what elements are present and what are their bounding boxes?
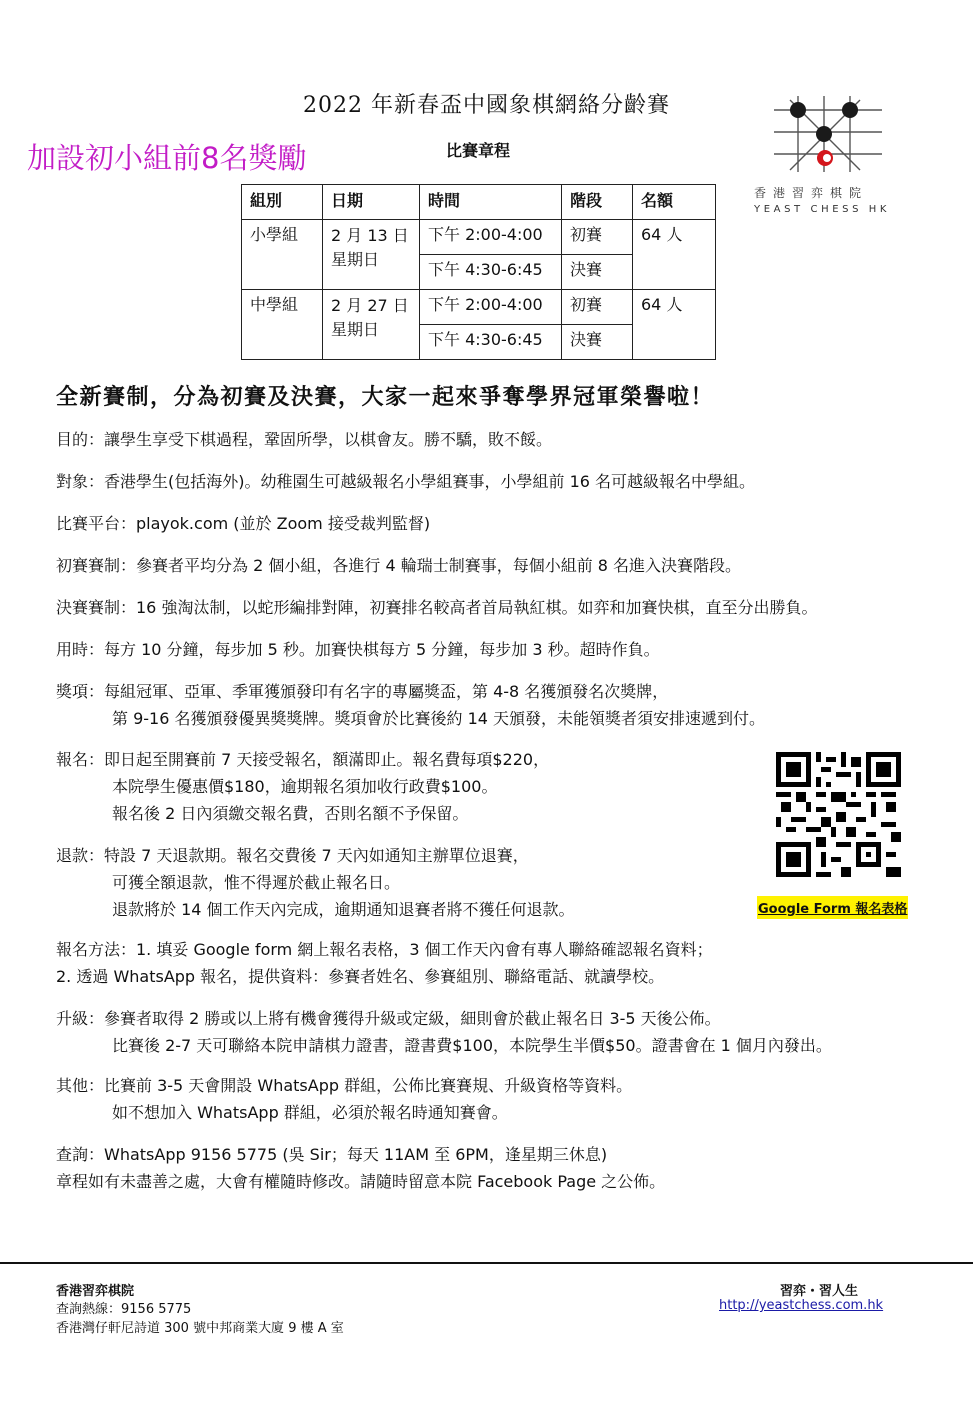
header-stage: 階段 xyxy=(562,185,633,220)
reg-line-2: 本院學生優惠價$180，逾期報名須加收行政費$100。 xyxy=(112,777,498,796)
final-text: 決賽賽制：16 強淘汰制，以蛇形編排對陣，初賽排名較高者首局執紅棋。如弈和加賽快棋，直至分出勝負。 xyxy=(56,598,818,617)
date-cell xyxy=(323,220,420,290)
prelim-text: 初賽賽制：參賽者平均分為 2 個小組，各進行 4 輪瑞士制賽事，每個小組前 8 名進入決賽階段。 xyxy=(56,556,742,575)
footer-slogan: 習弈・習人生 xyxy=(780,1284,859,1299)
schedule-table xyxy=(241,184,716,360)
promo-banner: 加設初小組前8名獎勵 xyxy=(27,141,307,175)
header-date: 日期 xyxy=(323,185,420,220)
footer-phone: 查詢熱線：9156 5775 xyxy=(56,1302,192,1317)
note-line: 章程如有未盡善之處，大會有權隨時修改。請隨時留意本院 Facebook Page 之公佈。 xyxy=(56,1172,666,1191)
date-line: 2 月 27 日 xyxy=(331,296,409,315)
quota-cell: 64 人 xyxy=(633,220,716,290)
google-form-link[interactable]: Google Form 報名表格 xyxy=(757,896,908,919)
date-line: 2 月 13 日 xyxy=(331,226,409,245)
table-header-row xyxy=(242,185,716,220)
logo-text-chinese: 香港習弈棋院 xyxy=(754,186,869,200)
weekday-line: 星期日 xyxy=(331,250,380,269)
document-title: 2022 年新春盃中國象棋網絡分齡賽 xyxy=(303,93,670,118)
stage-cell: 初賽 xyxy=(562,290,633,325)
date-cell xyxy=(323,290,420,360)
enquiry-section xyxy=(56,1141,665,1195)
target-text: 對象：香港學生(包括海外)。幼稚園生可越級報名小學組賽事，小學組前 16 名可越級報名中學組。 xyxy=(56,472,756,491)
document-subtitle: 比賽章程 xyxy=(446,141,511,160)
reg-line-1: 報名：即日起至開賽前 7 天接受報名，額滿即止。報名費每項$220， xyxy=(56,750,550,769)
prize-line-1: 獎項：每組冠軍、亞軍、季軍獲頒發印有名字的專屬獎盃，第 4-8 名獲頒發名次獎牌， xyxy=(56,682,669,701)
group-cell: 小學組 xyxy=(242,220,323,290)
refund-line-3: 退款將於 14 個工作天內完成，逾期通知退賽者將不獲任何退款。 xyxy=(112,900,575,919)
table-row xyxy=(242,220,716,255)
time-cell: 下午 2:00-4:00 xyxy=(420,290,562,325)
other-line-2: 如不想加入 WhatsApp 群組，必須於報名時通知賽會。 xyxy=(112,1103,508,1122)
header-time: 時間 xyxy=(420,185,562,220)
method-section xyxy=(56,936,713,990)
refund-line-1: 退款：特設 7 天退款期。報名交費後 7 天內如通知主辦單位退賽， xyxy=(56,846,529,865)
group-cell: 中學組 xyxy=(242,290,323,360)
enquiry-line: 查詢：WhatsApp 9156 5775 (吳 Sir；每天 11AM 至 6PM，逢星期三休息) xyxy=(56,1145,608,1164)
footer-address: 香港灣仔軒尼詩道 300 號中邦商業大廈 9 樓 A 室 xyxy=(56,1321,344,1336)
upgrade-section xyxy=(56,1005,832,1059)
header-quota: 名額 xyxy=(633,185,716,220)
time-cell: 下午 4:30-6:45 xyxy=(420,325,562,360)
stage-cell: 初賽 xyxy=(562,220,633,255)
quota-cell: 64 人 xyxy=(633,290,716,360)
refund-section xyxy=(56,842,575,923)
stage-cell: 決賽 xyxy=(562,255,633,290)
headline: 全新賽制，分為初賽及決賽，大家一起來爭奪學界冠軍榮譽啦！ xyxy=(56,384,715,410)
other-section xyxy=(56,1072,632,1126)
other-line-1: 其他：比賽前 3-5 天會開設 WhatsApp 群組，公佈比賽賽規、升級資格等資料。 xyxy=(56,1076,633,1095)
footer-org-name: 香港習弈棋院 xyxy=(56,1284,135,1299)
reg-line-3: 報名後 2 日內須繳交報名費，否則名額不予保留。 xyxy=(112,804,469,823)
weekday-line: 星期日 xyxy=(331,320,380,339)
table-row xyxy=(242,290,716,325)
upgrade-line-1: 升級：參賽者取得 2 勝或以上將有機會獲得升級或定級，細則會於截止報名日 3-5 天後公佈。 xyxy=(56,1009,721,1028)
qr-code-icon[interactable] xyxy=(776,752,901,877)
logo-text-english: YEAST CHESS HK xyxy=(754,204,891,215)
header-group: 組別 xyxy=(242,185,323,220)
refund-line-2: 可獲全額退款，惟不得遲於截止報名日。 xyxy=(112,873,401,892)
prize-section xyxy=(56,678,765,732)
upgrade-line-2: 比賽後 2-7 天可聯絡本院申請棋力證書，證書費$100，本院學生半價$50。證書會在 1 個月內發出。 xyxy=(112,1036,832,1055)
prize-line-2: 第 9-16 名獲頒發優異獎獎牌。獎項會於比賽後約 14 天頒發，未能領獎者須安排速遞到付。 xyxy=(112,709,766,728)
chess-logo-icon xyxy=(752,92,912,222)
footer-website-link[interactable]: http://yeastchess.com.hk xyxy=(719,1298,884,1313)
stage-cell: 決賽 xyxy=(562,325,633,360)
purpose-text: 目的：讓學生享受下棋過程，鞏固所學，以棋會友。勝不驕，敗不餒。 xyxy=(56,430,553,449)
footer-divider xyxy=(0,1262,973,1264)
method-line-1: 報名方法：1. 填妥 Google form 網上報名表格，3 個工作天內會有專人聯絡確認報名資料； xyxy=(56,940,713,959)
registration-section xyxy=(56,746,549,827)
time-cell: 下午 2:00-4:00 xyxy=(420,220,562,255)
time-control-text: 用時：每方 10 分鐘，每步加 5 秒。加賽快棋每方 5 分鐘，每步加 3 秒。超時作負。 xyxy=(56,640,660,659)
platform-text: 比賽平台：playok.com (並於 Zoom 接受裁判監督) xyxy=(56,514,431,533)
method-line-2: 2. 透過 WhatsApp 報名，提供資料：參賽者姓名、參賽組別、聯絡電話、就讀學校。 xyxy=(56,967,665,986)
time-cell: 下午 4:30-6:45 xyxy=(420,255,562,290)
